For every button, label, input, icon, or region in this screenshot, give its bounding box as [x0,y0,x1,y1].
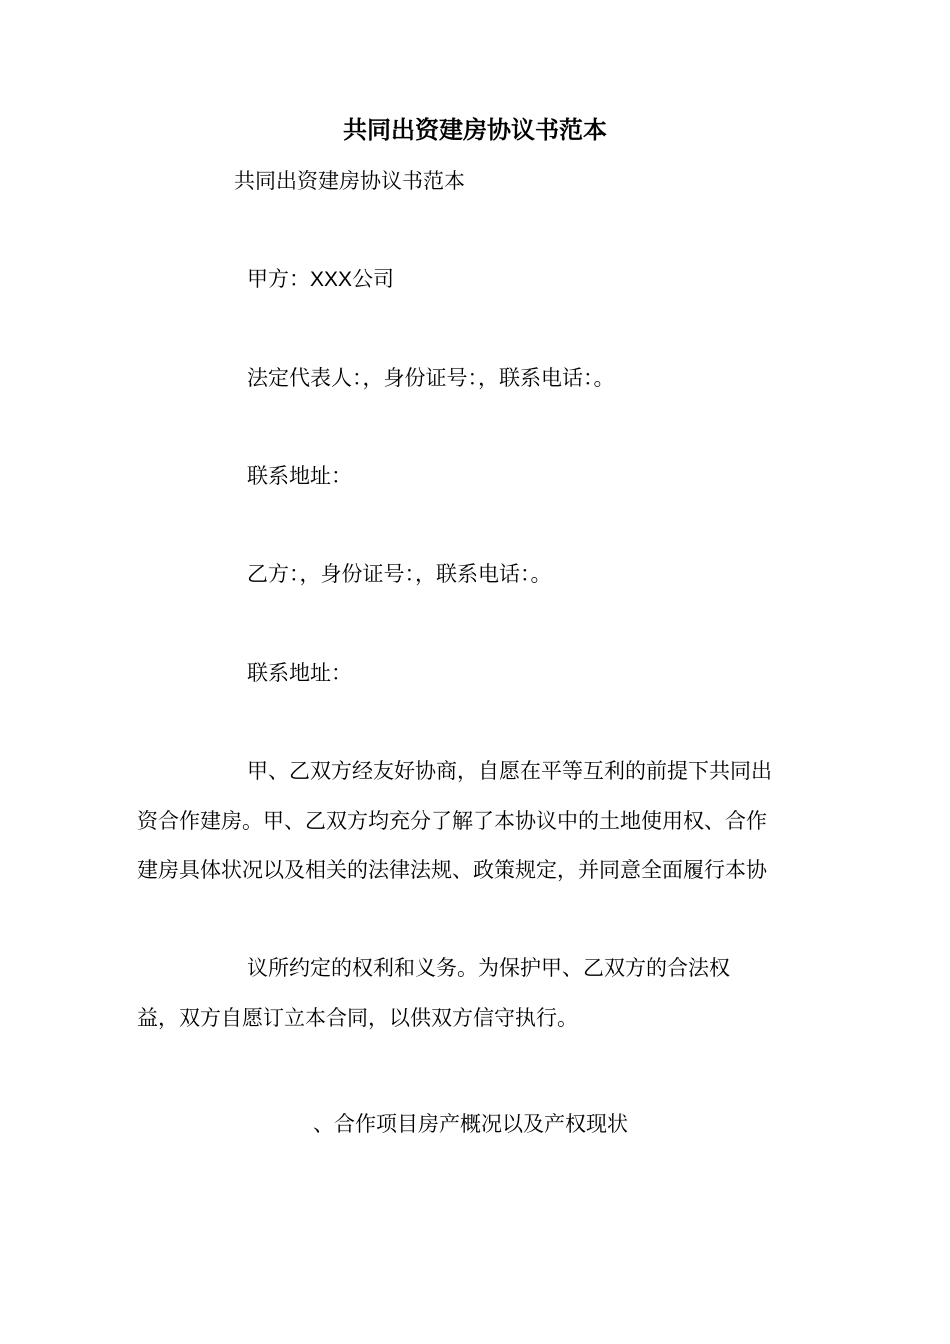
paragraph-1-line-1: 甲、乙双方经友好协商，自愿在平等互利的前提下共同出 [247,759,772,783]
party-a-address-line: 联系地址： [247,464,352,488]
paragraph-2-line-1: 议所约定的权利和义务。为保护甲、乙双方的合法权 [247,956,730,980]
document-subtitle: 共同出资建房协议书范本 [234,169,465,193]
paragraph-2-line-2: 益，双方自愿订立本合同，以供双方信守执行。 [137,1006,578,1030]
legal-representative-line: 法定代表人：，身份证号：，联系电话：。 [247,366,615,390]
party-a-line [247,264,394,295]
document-title: 共同出资建房协议书范本 [343,116,607,144]
paragraph-1-line-3: 建房具体状况以及相关的法律法规、政策规定，并同意全面履行本协 [137,858,767,882]
party-a-suffix: 公司 [352,267,395,291]
party-b-address-line: 联系地址： [247,661,352,685]
party-a-label: 甲方： [247,267,310,291]
section-heading: 、合作项目房产概况以及产权现状 [313,1112,628,1136]
paragraph-1-line-2: 资合作建房。甲、乙双方均充分了解了本协议中的土地使用权、合作 [137,809,767,833]
party-a-name: XXX [310,268,353,291]
party-b-line: 乙方：，身份证号：，联系电话：。 [247,562,552,586]
